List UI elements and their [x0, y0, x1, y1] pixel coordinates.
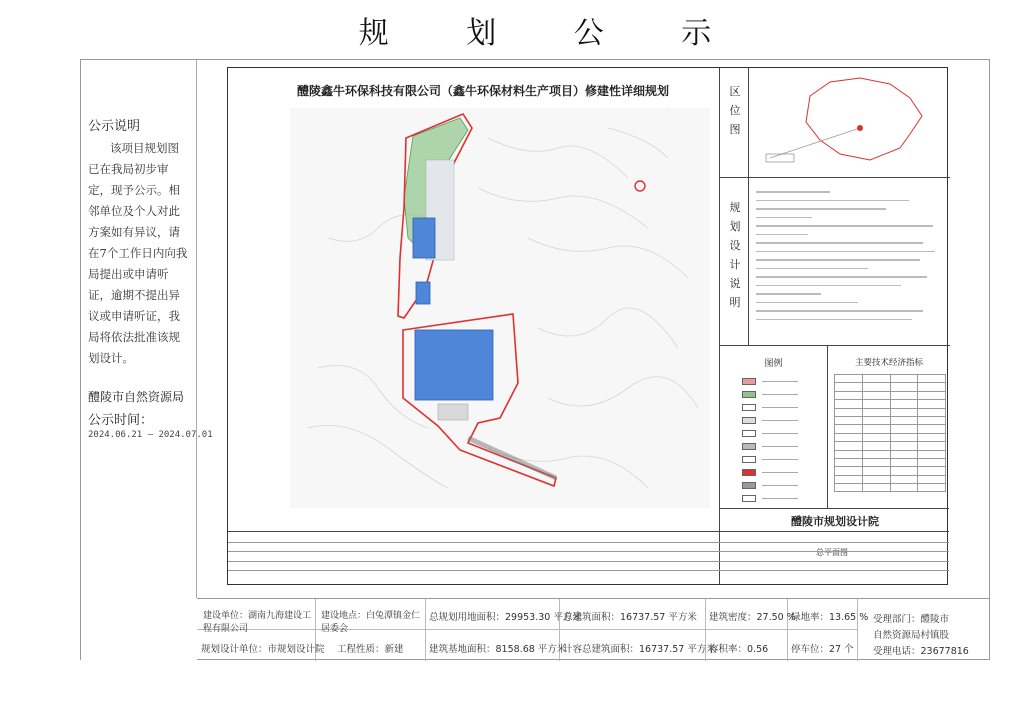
building-north — [413, 218, 435, 258]
institute-name: 醴陵市规划设计院 — [791, 515, 879, 528]
publication-time-label: 公示时间： — [88, 413, 154, 428]
site-plan-map — [228, 68, 718, 508]
legend-item — [720, 479, 827, 492]
info-far-floor-area: 计容总建筑面积：16737.57 平方米 — [563, 644, 716, 655]
description-text — [756, 184, 942, 327]
info-project-type: 工程性质：新建 — [337, 644, 404, 655]
info-building-density: 建筑密度：27.50 % — [709, 612, 796, 623]
building-small — [416, 282, 430, 304]
info-construction-unit: 建设单位：湖南九海建设工程有限公司 — [203, 611, 312, 634]
project-info-table — [197, 598, 989, 660]
info-design-unit: 规划设计单位：市规划设计院 — [201, 644, 325, 655]
header-bar — [80, 0, 990, 60]
info-total-floor-area: 总建筑面积：16737.57 平方米 — [563, 612, 697, 623]
stats-table — [834, 374, 946, 492]
tech-stats-box — [828, 346, 950, 508]
notice-panel — [82, 115, 194, 369]
title-block-grid — [228, 531, 949, 585]
legend-item — [720, 466, 827, 479]
info-far: 容积率：0.56 — [709, 644, 769, 655]
page-title: 规 划 公 示 — [358, 15, 746, 51]
info-parking: 停车位：27 个 — [791, 644, 854, 655]
sheet-name: 总平面图 — [816, 548, 848, 557]
building-main — [415, 330, 493, 400]
legend-item — [720, 427, 827, 440]
legend-item — [720, 453, 827, 466]
info-contact-dept: 受理部门：醴陵市 — [873, 614, 950, 625]
info-base-area: 建筑基地面积：8158.68 平方米 — [429, 644, 567, 655]
legend-item — [720, 375, 827, 388]
issuing-bureau: 醴陵市自然资源局 — [88, 390, 185, 404]
design-description-box — [720, 178, 950, 346]
location-label: 区位图 — [729, 85, 741, 136]
legend-item — [720, 401, 827, 414]
location-map-box — [720, 68, 950, 178]
legend-item — [720, 388, 827, 401]
frame-line — [989, 60, 990, 660]
legend-box — [720, 346, 828, 508]
right-column — [719, 68, 949, 508]
info-green-ratio: 绿地率：13.65 % — [791, 612, 869, 623]
location-map — [750, 68, 950, 176]
publication-time-value: 2024.06.21 – 2024.07.01 — [88, 430, 213, 440]
frame-line — [80, 60, 81, 660]
legend-item — [720, 414, 827, 427]
info-location: 建设地点：白兔潭镇金仁居委会 — [321, 611, 421, 634]
notice-body: 该项目规划图已在我局初步审定，现予公示。相邻单位及个人对此方案如有异议，请在7个工作日内向我局提出或申请听证，逾期不提出异议或申请听证，我局将依法批准该规划设计。 — [88, 141, 188, 365]
info-land-area: 总规划用地面积：29953.30 平方米 — [429, 612, 582, 623]
legend-title: 图例 — [764, 359, 783, 369]
legend-item — [720, 492, 827, 505]
plan-drawing — [227, 67, 948, 585]
info-contact-phone: 受理电话：23677816 — [873, 646, 969, 657]
description-label: 规划设计说明 — [729, 201, 741, 309]
stats-title: 主要技术经济指标 — [854, 358, 923, 368]
legend-item — [720, 440, 827, 453]
notice-heading: 公示说明 — [88, 119, 141, 134]
info-contact-office: 自然资源局村镇股 — [873, 630, 950, 641]
plan-title: 醴陵鑫牛环保科技有限公司（鑫牛环保材料生产项目）修建性详细规划 — [296, 84, 669, 98]
frame-line — [196, 60, 197, 598]
